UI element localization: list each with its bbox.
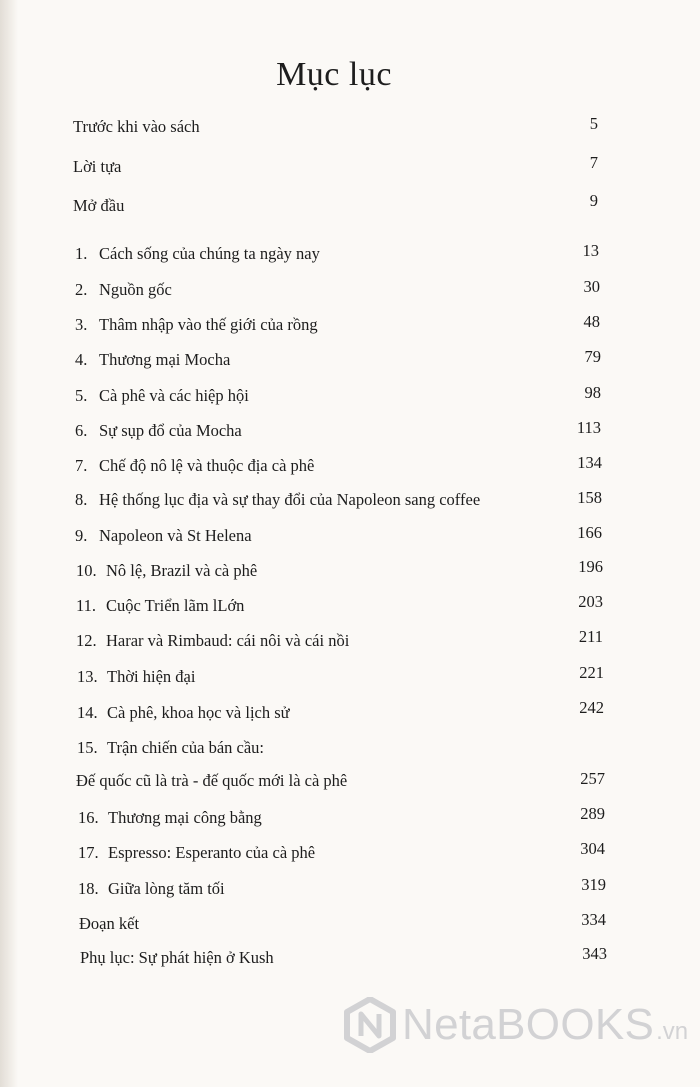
chapter-title: Thương mại công bằng [108, 808, 262, 827]
toc-entry-page: 98 [584, 383, 601, 402]
toc-entry-page: 9 [589, 191, 598, 210]
toc-entry-page: 221 [579, 663, 604, 682]
toc-chapter [78, 808, 262, 828]
toc-chapter [77, 703, 290, 723]
toc-chapter [78, 843, 315, 863]
chapter-title: Sự sụp đổ của Mocha [99, 421, 242, 440]
toc-entry-label: Mở đầu [73, 196, 125, 215]
watermark-brand: NetaBOOKS [402, 1000, 655, 1049]
chapter-title: Nguồn gốc [99, 280, 172, 299]
toc-entry-label: Phụ lục: Sự phát hiện ở Kush [80, 948, 274, 967]
chapter-title: Cuộc Triển lãm lLớn [106, 596, 245, 615]
toc-chapter [75, 526, 252, 546]
chapter-number: 3. [75, 315, 88, 334]
toc-chapter [75, 244, 320, 264]
toc-entry-page: 166 [577, 523, 602, 542]
chapter-number: 5. [75, 386, 88, 405]
chapter-number: 10. [76, 561, 97, 580]
chapter-number: 2. [75, 280, 88, 299]
watermark-suffix: .vn [656, 1018, 689, 1045]
toc-chapter [75, 386, 249, 406]
toc-chapter [75, 490, 480, 510]
chapter-number: 14. [77, 703, 98, 722]
toc-chapter [75, 280, 172, 300]
chapter-title: Giữa lòng tăm tối [108, 879, 225, 898]
toc-entry-page: 158 [577, 488, 602, 507]
toc-entry-page: 334 [581, 910, 606, 929]
toc-entry-page: 113 [576, 418, 601, 437]
chapter-number: 4. [75, 350, 88, 369]
chapter-number: 11. [76, 596, 97, 615]
chapter-title: Cách sống của chúng ta ngày nay [99, 244, 320, 263]
netabooks-watermark [344, 994, 688, 1056]
toc-chapter [77, 738, 264, 758]
toc-entry-label: Trước khi vào sách [73, 117, 200, 136]
toc-entry-label: Đế quốc cũ là trà - đế quốc mới là cà phê [76, 771, 348, 790]
chapter-number: 8. [75, 490, 88, 509]
toc-chapter [76, 561, 257, 581]
chapter-number: 6. [75, 421, 88, 440]
toc-entry-page: 257 [580, 769, 605, 788]
toc-entry-label: Lời tựa [73, 157, 122, 176]
toc-chapter [75, 421, 242, 441]
toc-entry-page: 13 [582, 241, 599, 260]
chapter-number: 17. [78, 843, 99, 862]
toc-entry-page: 134 [577, 453, 602, 472]
toc-entry-page: 343 [582, 944, 607, 963]
chapter-number: 15. [77, 738, 98, 757]
chapter-title: Thương mại Mocha [99, 350, 231, 369]
chapter-title: Thâm nhập vào thế giới của rồng [99, 315, 318, 334]
toc-chapter [75, 350, 230, 370]
toc-entry-page: 203 [578, 592, 603, 611]
toc-chapter [75, 315, 318, 335]
page-title: Mục lục [276, 56, 392, 93]
chapter-number: 9. [75, 526, 88, 545]
chapter-title: Harar và Rimbaud: cái nôi và cái nồi [106, 631, 350, 650]
toc-entry-page: 319 [581, 875, 606, 894]
toc-entry-page: 79 [584, 347, 601, 366]
chapter-title: Cà phê và các hiệp hội [99, 386, 249, 405]
chapter-title: Nô lệ, Brazil và cà phê [106, 561, 258, 580]
toc-chapter [78, 879, 225, 899]
toc-entry-page: 304 [580, 839, 605, 858]
toc-entry-page: 48 [583, 312, 600, 331]
toc-chapter [76, 596, 244, 616]
chapter-number: 1. [75, 244, 88, 263]
toc-chapter [75, 456, 314, 476]
chapter-title: Napoleon và St Helena [99, 526, 252, 545]
toc-entry-page: 242 [579, 698, 604, 717]
chapter-title: Thời hiện đại [107, 667, 196, 686]
toc-entry-page: 289 [580, 804, 605, 823]
chapter-title: Espresso: Esperanto của cà phê [108, 843, 316, 862]
chapter-number: 12. [76, 631, 97, 650]
toc-entry-page: 5 [589, 114, 598, 133]
toc-entry-page: 196 [578, 557, 603, 576]
toc-entry-page: 211 [578, 627, 603, 646]
netabooks-logo-icon [344, 997, 396, 1053]
chapter-title: Cà phê, khoa học và lịch sử [107, 703, 290, 722]
chapter-number: 7. [75, 456, 88, 475]
chapter-title: Trận chiến của bán cầu: [107, 738, 264, 757]
chapter-title: Hệ thống lục địa và sự thay đổi của Napoleon sang coffee [99, 490, 481, 509]
toc-entry-page: 30 [583, 277, 600, 296]
chapter-number: 18. [78, 879, 99, 898]
toc-chapter [76, 631, 349, 651]
toc-entry-label: Đoạn kết [79, 914, 140, 933]
chapter-number: 16. [78, 808, 99, 827]
book-spine-shadow [0, 0, 18, 1087]
chapter-number: 13. [77, 667, 98, 686]
toc-chapter [77, 667, 195, 687]
toc-entry-page: 7 [589, 153, 598, 172]
chapter-title: Chế độ nô lệ và thuộc địa cà phê [99, 456, 315, 475]
